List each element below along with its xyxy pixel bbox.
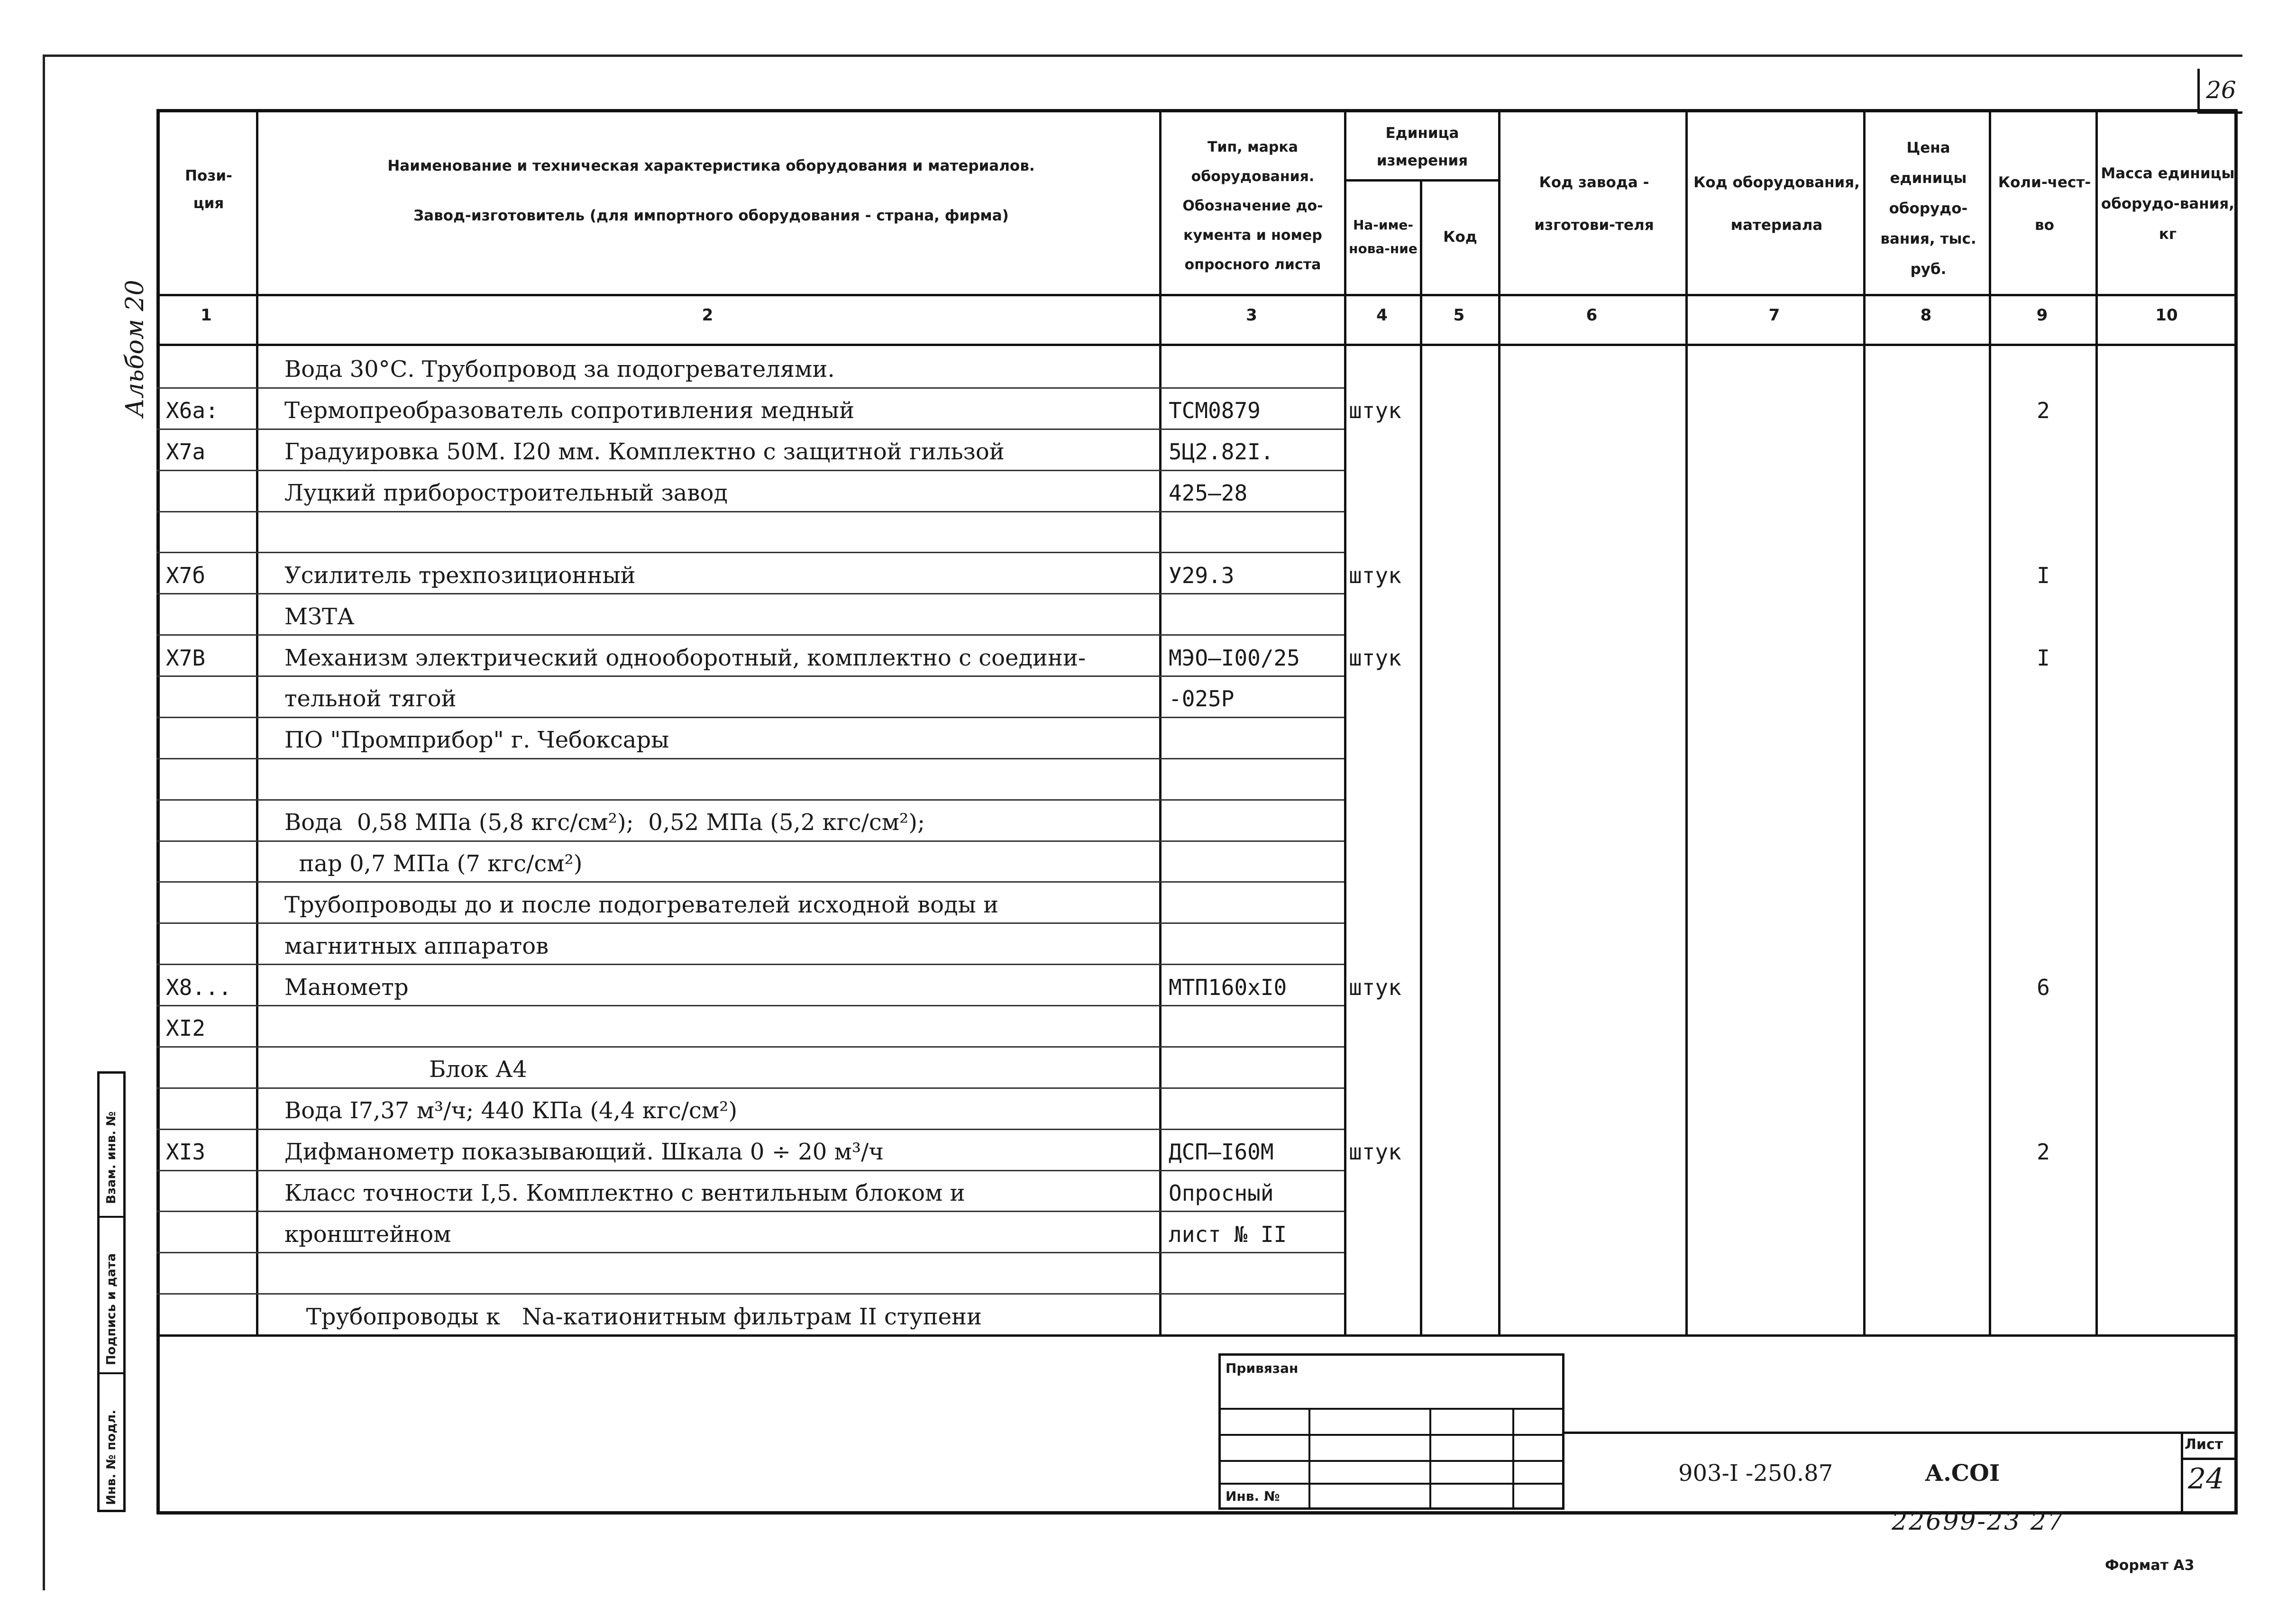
row-9-name: ПО "Промприбор" г. Чебоксары	[284, 727, 669, 753]
row-6-name: МЗТА	[284, 603, 355, 630]
col-divider	[1863, 109, 1866, 1337]
strip-signature-label: Подпись и дата	[104, 1253, 119, 1365]
row-21-name: кронштейном	[284, 1221, 451, 1248]
row-13-name: Трубопроводы до и после подогревателей исходной воды и	[284, 892, 999, 918]
col-divider	[1685, 109, 1688, 1337]
row-19-qty: 2	[2037, 1139, 2050, 1165]
row-5-pos: Х7б	[166, 563, 206, 588]
row-5-unit: штук	[1349, 563, 1401, 588]
row-19-type: ДСП–I60М	[1169, 1139, 1274, 1165]
row-1-type: ТСМ0879	[1169, 398, 1261, 423]
row-1-unit: штук	[1349, 398, 1401, 423]
col-number-10: 10	[2155, 306, 2178, 325]
row-7-type: МЭО–I00/25	[1169, 645, 1300, 671]
row-separator	[156, 840, 1344, 842]
row-separator	[156, 1087, 1344, 1089]
row-2-pos: Х7а	[166, 439, 206, 465]
row-8-name: тельной тягой	[284, 685, 457, 712]
row-15-qty: 6	[2037, 975, 2050, 1000]
paper-format: Формат А3	[2105, 1557, 2195, 1574]
col-divider	[1159, 109, 1162, 1337]
row-23-name: Трубопроводы к Na-катионитным фильтрам II ступени	[284, 1304, 982, 1330]
album-label: Альбом 20	[121, 280, 149, 417]
col-divider	[1498, 109, 1500, 1337]
row-separator	[156, 429, 1344, 430]
row-1-qty: 2	[2037, 398, 2050, 423]
col-divider	[1344, 109, 1346, 1337]
row-8-type: -025Р	[1169, 686, 1235, 712]
header-type: Тип, марка оборудования. Обозначение до-кумента и номер опросного листа	[1182, 139, 1323, 273]
row-separator	[156, 552, 1344, 553]
row-separator	[156, 717, 1344, 718]
row-separator	[156, 387, 1344, 389]
row-separator	[156, 1252, 1344, 1253]
row-16-pos: ХI2	[166, 1015, 206, 1041]
row-separator	[156, 1046, 1344, 1048]
row-19-name: Дифманометр показывающий. Шкала 0 ÷ 20 м³/ч	[284, 1139, 884, 1165]
row-separator	[156, 1129, 1344, 1130]
row-20-name: Класс точности I,5. Комплектно с вентильным блоком и	[284, 1180, 965, 1206]
row-18-name: Вода I7,37 м³/ч; 440 КПа (4,4 кгс/см²)	[284, 1097, 738, 1124]
row-15-type: МТП160хI0	[1169, 975, 1287, 1000]
document-sheet-code: А.СОI	[1925, 1460, 2000, 1487]
row-separator	[156, 1005, 1344, 1006]
row-7-qty: I	[2037, 645, 2050, 671]
row-separator	[156, 1293, 1344, 1295]
corner-sheet-number: 26	[2197, 69, 2242, 114]
document-code: 903-I -250.87	[1678, 1460, 1833, 1487]
col-number-5: 5	[1453, 306, 1465, 325]
header-name-line2: Завод-изготовитель (для импортного оборудования - страна, фирма)	[413, 207, 1009, 224]
col-number-7: 7	[1768, 306, 1780, 325]
row-1-pos: Х6а:	[166, 398, 219, 423]
header-mass: Масса единицы оборудо-вания, кг	[2101, 165, 2235, 243]
row-separator	[156, 1211, 1344, 1212]
col-number-3: 3	[1246, 306, 1257, 325]
col-divider	[1989, 109, 1991, 1337]
row-7-name: Механизм электрический однооборотный, комплектно с соедини-	[284, 645, 1086, 671]
sheet-label: Лист	[2185, 1436, 2223, 1453]
col-divider	[256, 109, 258, 1337]
header-unit-code: Код	[1443, 228, 1477, 246]
row-separator	[156, 1170, 1344, 1171]
strip-replacement-label: Взам. инв. №	[104, 1111, 119, 1204]
strip-inventory-label: Инв. № подл.	[104, 1409, 119, 1505]
row-19-pos: ХI3	[166, 1139, 206, 1165]
row-12-name: пар 0,7 МПа (7 кгс/см²)	[284, 850, 583, 877]
header-quantity: Коли-чест-во	[1998, 174, 2091, 234]
col-number-8: 8	[1920, 306, 1932, 325]
row-7-unit: штук	[1349, 645, 1401, 671]
title-block-divider	[2181, 1432, 2183, 1515]
row-separator	[156, 511, 1344, 512]
row-19-unit: штук	[1349, 1139, 1401, 1165]
row-11-name: Вода 0,58 МПа (5,8 кгс/см²); 0,52 МПа (5,2 кгс/см²);	[284, 809, 925, 836]
col-number-1: 1	[201, 306, 212, 325]
header-unit-name: На-име-нова-ние	[1349, 217, 1418, 256]
row-separator	[156, 964, 1344, 965]
sheet-number: 24	[2188, 1462, 2224, 1496]
row-2-type: 5Ц2.82I.	[1169, 439, 1274, 465]
row-3-name: Луцкий приборостроительный завод	[284, 480, 728, 506]
header-name-line1: Наименование и техническая характеристика оборудования и материалов.	[387, 157, 1035, 174]
row-0-name: Вода 30°С. Трубопровод за подогревателями.	[284, 356, 835, 383]
col-number-6: 6	[1586, 306, 1598, 325]
header-numbers-line	[156, 344, 2238, 346]
row-3-type: 425–28	[1169, 480, 1248, 506]
row-separator	[156, 799, 1344, 801]
row-17-name: Блок А4	[284, 1056, 527, 1083]
row-14-name: магнитных аппаратов	[284, 933, 549, 959]
col-divider	[1420, 180, 1422, 1337]
unit-group-divider	[1344, 179, 1498, 182]
col-number-2: 2	[702, 306, 713, 325]
row-separator	[156, 758, 1344, 759]
row-separator	[156, 634, 1344, 636]
row-15-pos: Х8...	[166, 975, 232, 1000]
row-separator	[156, 593, 1344, 594]
row-7-pos: Х7В	[166, 645, 206, 671]
header-unit-group: Единица измерения	[1376, 125, 1468, 169]
col-divider	[2095, 109, 2098, 1337]
row-5-type: У29.3	[1169, 563, 1235, 588]
row-5-qty: I	[2037, 563, 2050, 588]
header-bottom-line	[156, 294, 2238, 296]
header-factory-code: Код завода - изготови-теля	[1534, 174, 1654, 234]
col-number-9: 9	[2036, 306, 2048, 325]
stamp-title: Привязан	[1226, 1360, 1299, 1376]
archive-number: 22699-23 27	[1892, 1507, 2065, 1536]
row-21-type: лист № II	[1169, 1222, 1287, 1247]
binding-stamp	[1218, 1353, 1564, 1510]
stamp-inventory-label: Инв. №	[1226, 1488, 1280, 1504]
header-position: Пози- ция	[185, 167, 232, 212]
row-15-name: Манометр	[284, 974, 409, 1001]
row-separator	[156, 881, 1344, 883]
row-20-type: Опросный	[1169, 1180, 1274, 1206]
header-price: Цена единицы оборудо-вания, тыс. руб.	[1880, 139, 1976, 278]
row-1-name: Термопреобразователь сопротивления медный	[284, 397, 855, 424]
row-5-name: Усилитель трехпозиционный	[284, 562, 636, 589]
title-block-line	[1564, 1432, 2238, 1434]
table-bottom-line	[156, 1334, 2238, 1337]
row-separator	[156, 922, 1344, 924]
row-2-name: Градуировка 50М. I20 мм. Комплектно с защитной гильзой	[284, 438, 1005, 465]
col-number-4: 4	[1376, 306, 1388, 325]
row-separator	[156, 675, 1344, 677]
row-15-unit: штук	[1349, 975, 1401, 1000]
sheet-label-line	[2181, 1458, 2238, 1460]
row-separator	[156, 470, 1344, 471]
header-equipment-code: Код оборудования, материала	[1693, 174, 1860, 234]
